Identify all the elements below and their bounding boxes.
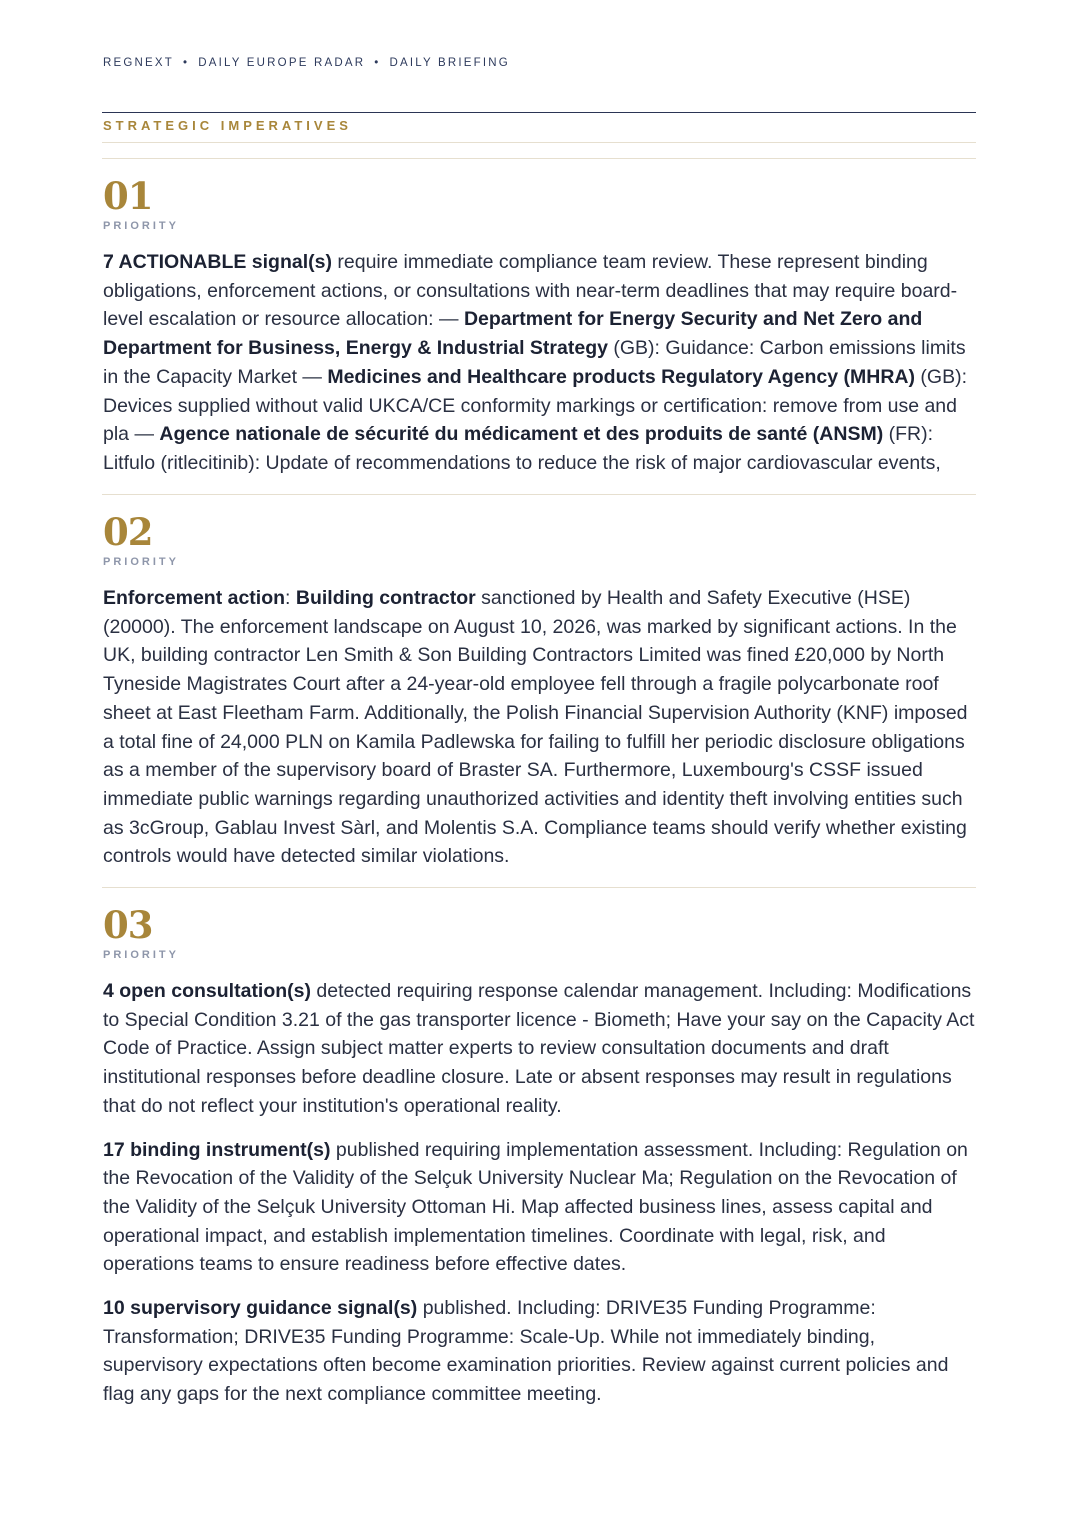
priority-paragraph	[103, 248, 977, 478]
emphasis-text: 10 supervisory guidance signal(s)	[103, 1297, 418, 1320]
body-text: (GB): Guidance: Carbon emissions limits in the Capacity Market —	[103, 337, 966, 388]
product-name: DAILY EUROPE RADAR	[198, 57, 366, 69]
divider	[102, 142, 976, 143]
priority-label: PRIORITY	[103, 220, 179, 232]
emphasis-text: Building contractor	[295, 587, 476, 609]
section-title: STRATEGIC IMPERATIVES	[103, 118, 352, 133]
emphasis-text: 4 open consultation(s)	[103, 980, 312, 1002]
priority-block-02	[103, 510, 977, 871]
header-separator: •	[374, 57, 381, 69]
priority-paragraph	[103, 977, 977, 1121]
document-type: DAILY BRIEFING	[389, 57, 510, 69]
body-text: (FR): Litfulo (ritlecitinib): Update of recommendations to reduce the risk of major cardiovascular events,	[103, 423, 941, 474]
priority-body	[103, 977, 977, 1409]
header-separator: •	[183, 57, 190, 69]
emphasis-text: 7 ACTIONABLE signal(s)	[103, 251, 332, 273]
priority-number: 02	[103, 510, 153, 554]
priority-label: PRIORITY	[103, 556, 179, 568]
body-text: published. Including: DRIVE35 Funding Programme: Transformation; DRIVE35 Funding Programme: Scale-Up. While not immediately binding, supervisory expectations often become examination priorities. Review against current policies and flag any gaps for the next compliance committee meeting.	[103, 1297, 949, 1406]
emphasis-text: 17 binding instrument(s)	[103, 1138, 331, 1161]
brand-name: REGNEXT	[103, 57, 174, 69]
body-text: (GB): Devices supplied without valid UKCA/CE conformity markings or certification: remove from use and pla —	[103, 365, 967, 446]
priority-paragraph	[103, 584, 977, 871]
priority-body	[103, 248, 977, 478]
priority-block-01	[103, 174, 977, 478]
body-text: :	[285, 587, 296, 609]
body-text: require immediate compliance team review. These represent binding obligations, enforcement actions, or consultations with near-term deadlines that may require board-level escalation or resource allocation: —	[103, 251, 958, 331]
body-text: published requiring implementation assessment. Including: Regulation on the Revocation of the Validity of the Selçuk University Nuclear Ma; Regulation on the Revocation of the Validity of the Selçuk University Ottoman Hi. Map affected business lines, assess capital and operational impact, and establish implementation timelines. Coordinate with legal, risk, and operations teams to ensure readiness before effective dates.	[103, 1138, 968, 1276]
section-divider	[102, 112, 976, 113]
body-text: detected requiring response calendar management. Including: Modifications to Special Condition 3.21 of the gas transporter licence - Biometh; Have your say on the Capacity Act Code of Practice. Assign subject matter experts to review consultation documents and draft institutional responses before deadline closure. Late or absent responses may result in regulations that do not reflect your institution's operational reality.	[103, 980, 975, 1117]
divider	[102, 494, 976, 495]
priority-number: 03	[103, 903, 153, 947]
divider	[102, 887, 976, 888]
emphasis-text: Enforcement action	[103, 587, 286, 609]
priority-body	[103, 584, 977, 871]
emphasis-text: Department for Energy Security and Net Zero and Department for Business, Energy & Industrial Strategy	[103, 308, 923, 360]
divider	[102, 158, 976, 159]
priority-number: 01	[103, 174, 153, 218]
body-text: sanctioned by Health and Safety Executive (HSE) (20000). The enforcement landscape on August 10, 2026, was marked by significant actions. In the UK, building contractor Len Smith & Son Building Contractors Limited was fined £20,000 by North Tyneside Magistrates Court after a 24-year-old employee fell through a fragile polycarbonate roof sheet at East Fleetham Farm. Additionally, the Polish Financial Supervision Authority (KNF) imposed a total fine of 24,000 PLN on Kamila Padlewska for failing to fulfill her periodic disclosure obligations as a member of the supervisory board of Braster SA. Furthermore, Luxembourg's CSSF issued immediate public warnings regarding unauthorized activities and identity theft involving entities such as 3cGroup, Gablau Invest Sàrl, and Molentis S.A. Compliance teams should verify whether existing controls would have detected similar violations.	[103, 587, 968, 868]
priority-block-03	[103, 903, 977, 1409]
document-header	[103, 57, 510, 69]
emphasis-text: Medicines and Healthcare products Regulatory Agency (MHRA)	[327, 365, 915, 388]
priority-paragraph	[103, 1136, 977, 1280]
priority-paragraph	[103, 1294, 977, 1409]
emphasis-text: Agence nationale de sécurité du médicament et des produits de santé (ANSM)	[159, 423, 884, 446]
priority-label: PRIORITY	[103, 949, 179, 961]
